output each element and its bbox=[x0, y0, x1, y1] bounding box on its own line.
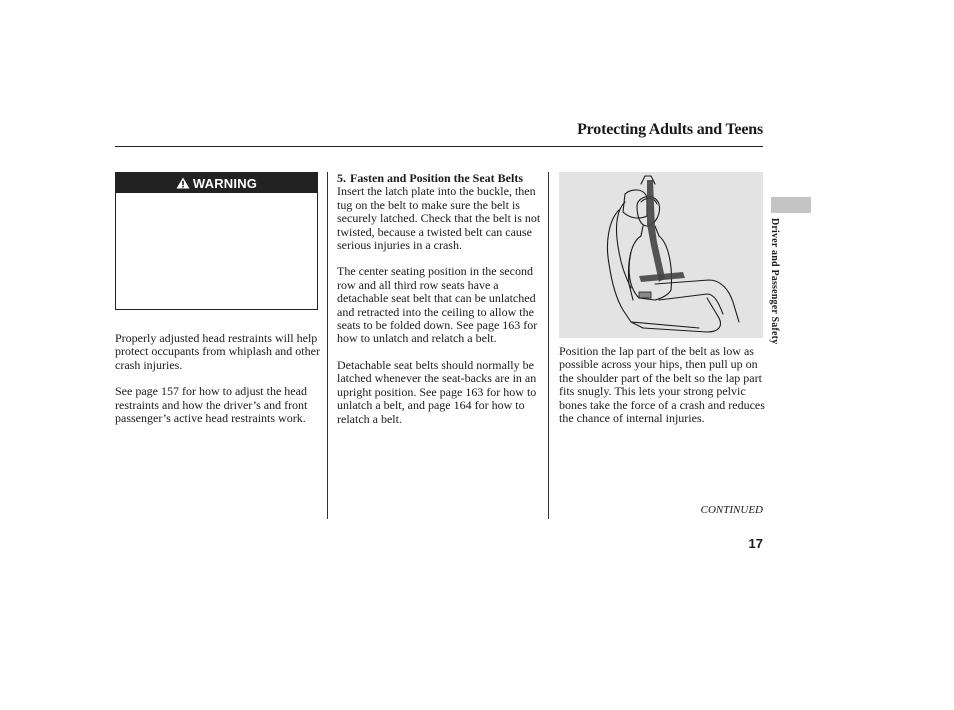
seated-occupant-illustration bbox=[559, 172, 763, 338]
warning-triangle-icon bbox=[176, 177, 190, 189]
step-title: Fasten and Position the Seat Belts bbox=[350, 171, 524, 185]
section-tab-marker bbox=[771, 197, 811, 213]
paragraph: Position the lap part of the belt as low as possible across your hips, then pull up on the shoulder part of the belt so the lap part fits snugly. This lets your strong pelvic bones take the force of a crash and reduces the chance of internal injuries. bbox=[559, 344, 765, 426]
page-number: 17 bbox=[748, 536, 763, 551]
paragraph: Detachable seat belts should normally be latched whenever the seat-backs are in an upright position. See page 163 for how to unlatch a belt, and page 164 for how to relatch a belt. bbox=[337, 357, 537, 426]
column-2-text bbox=[337, 172, 543, 426]
column-3-text bbox=[559, 345, 765, 425]
page-title: Protecting Adults and Teens bbox=[577, 121, 763, 138]
paragraph: See page 157 for how to adjust the head restraints and how the driver’s and front passenger’s active head restraints work. bbox=[115, 384, 308, 426]
paragraph: Insert the latch plate into the buckle, then tug on the belt to make sure the belt is securely latched. Check that the belt is not twisted, because a twisted belt can cause serious injuries in a crash. bbox=[337, 184, 541, 253]
continued-label: CONTINUED bbox=[700, 504, 763, 516]
warning-header bbox=[116, 173, 317, 193]
step-heading bbox=[337, 172, 543, 185]
column-divider bbox=[327, 172, 328, 519]
section-tab-label: Driver and Passenger Safety bbox=[769, 218, 780, 345]
column-1-text bbox=[115, 332, 320, 425]
paragraph: Properly adjusted head restraints will help protect occupants from whiplash and other crash injuries. bbox=[115, 331, 320, 372]
column-divider bbox=[548, 172, 549, 519]
title-rule bbox=[115, 146, 763, 147]
warning-box bbox=[115, 172, 318, 310]
paragraph: The center seating position in the second row and all third row seats have a detachable seat belt that can be unlatched and retracted into the ceiling to allow the seats to be folded down. See page 163 for how to unlatch and relatch a belt. bbox=[337, 264, 538, 346]
step-number: 5. bbox=[337, 171, 346, 185]
seat-belt-illustration bbox=[559, 172, 763, 338]
warning-label: WARNING bbox=[192, 175, 258, 191]
